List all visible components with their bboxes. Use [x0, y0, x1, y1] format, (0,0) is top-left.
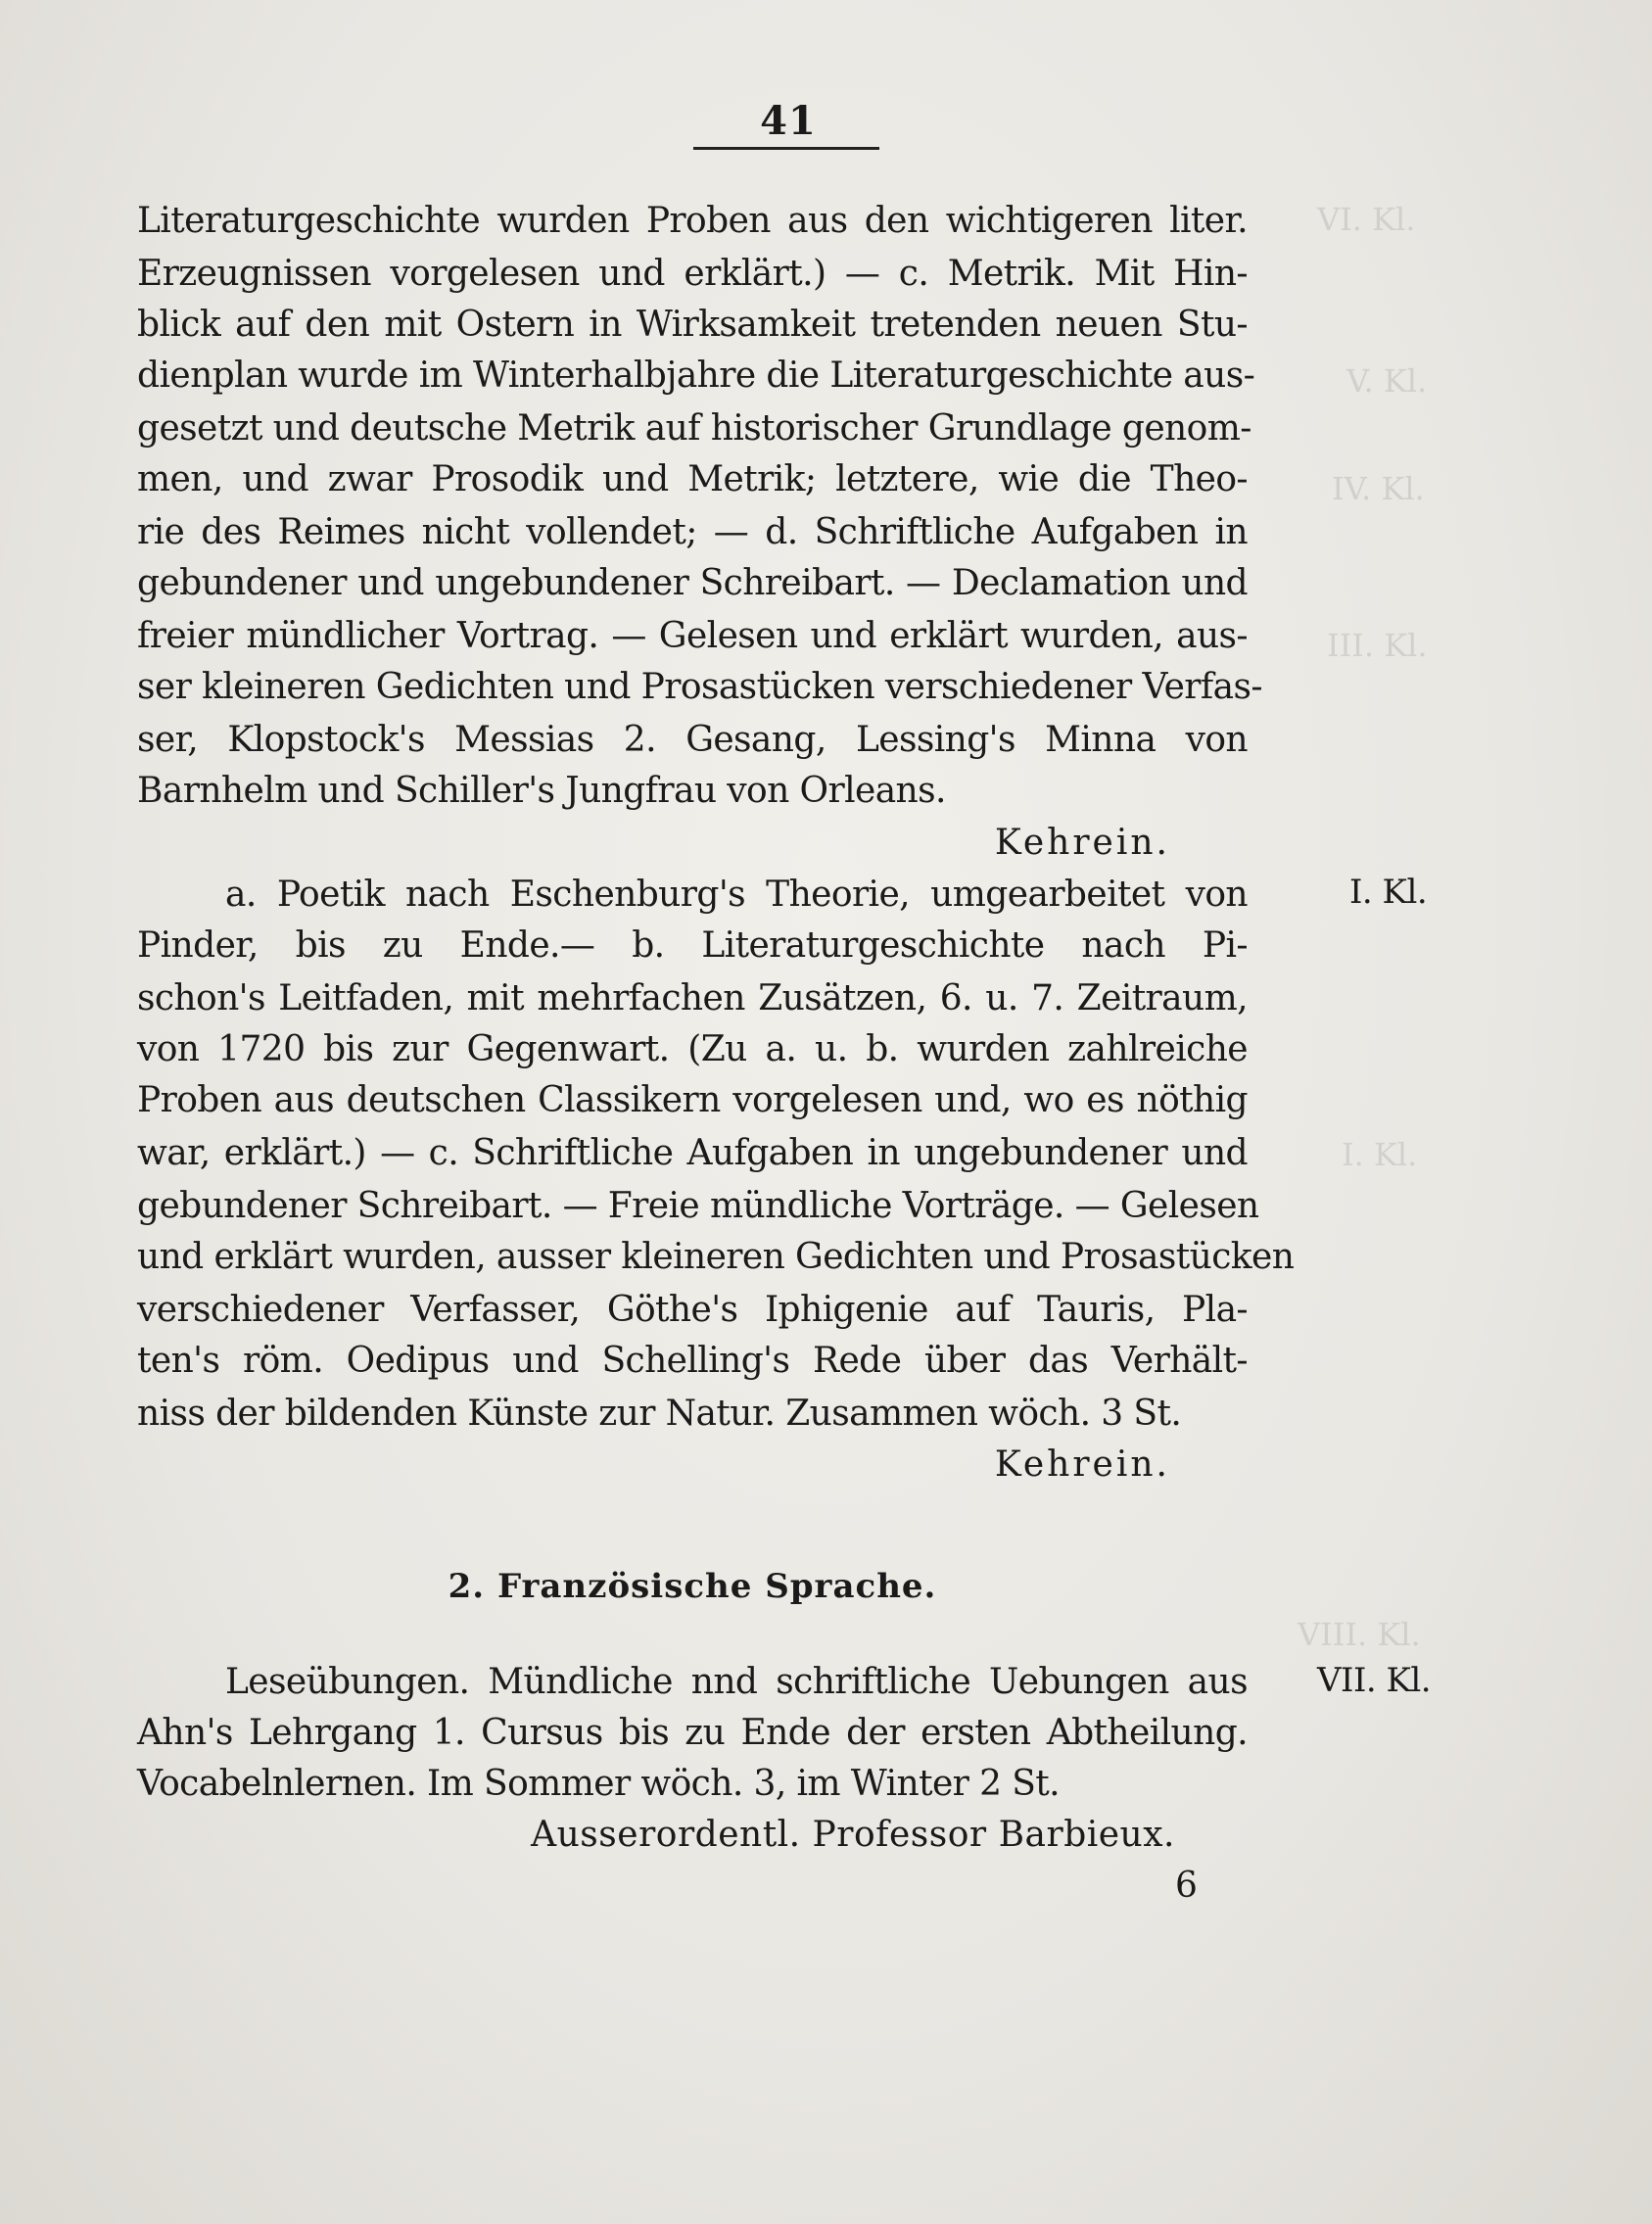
text-line: Ahn's Lehrgang 1. Cursus bis zu Ende der ersten Abtheilung. [137, 1713, 1248, 1753]
bleed-through-text: III. Kl. [1327, 627, 1428, 664]
author-signature: Kehrein. [994, 1444, 1170, 1485]
text-line: von 1720 bis zur Gegenwart. (Zu a. u. b. wurden zahlreiche [137, 1029, 1248, 1069]
text-line: Barnhelm und Schiller's Jungfrau von Orleans. [137, 771, 946, 811]
text-line: und erklärt wurden, ausser kleineren Gedichten und Prosastücken [137, 1237, 1295, 1277]
bleed-through-text: VIII. Kl. [1298, 1616, 1421, 1653]
text-line: dienplan wurde im Winterhalbjahre die Literaturgeschichte aus- [137, 355, 1255, 396]
text-line: Proben aus deutschen Classikern vorgelesen und, wo es nöthig [137, 1080, 1248, 1120]
page-number-rule [693, 147, 879, 150]
page-number: 41 [760, 98, 817, 144]
text-line: war, erklärt.) — c. Schriftliche Aufgaben in ungebundener und [137, 1133, 1248, 1173]
class-label: VII. Kl. [1317, 1661, 1432, 1700]
text-line: blick auf den mit Ostern in Wirksamkeit tretenden neuen Stu- [137, 305, 1248, 345]
text-line: Literaturgeschichte wurden Proben aus den wichtigeren liter. [137, 201, 1248, 241]
bleed-through-text: VI. Kl. [1317, 201, 1416, 238]
text-line: freier mündlicher Vortrag. — Gelesen und erklärt wurden, aus- [137, 616, 1248, 656]
text-line: Pinder, bis zu Ende.— b. Literaturgeschichte nach Pi- [137, 925, 1248, 966]
bleed-through-text: I. Kl. [1342, 1136, 1418, 1173]
text-line: ser kleineren Gedichten und Prosastücken verschiedener Verfas- [137, 667, 1262, 707]
text-line: rie des Reimes nicht vollendet; — d. Schriftliche Aufgaben in [137, 512, 1248, 552]
text-line: men, und zwar Prosodik und Metrik; letztere, wie die Theo- [137, 459, 1248, 499]
author-signature: Kehrein. [994, 823, 1170, 863]
text-line: gebundener Schreibart. — Freie mündliche Vorträge. — Gelesen [137, 1186, 1259, 1226]
bleed-through-text: V. Kl. [1346, 362, 1428, 400]
text-line: ser, Klopstock's Messias 2. Gesang, Lessing's Minna von [137, 720, 1248, 760]
text-line: niss der bildenden Künste zur Natur. Zusammen wöch. 3 St. [137, 1394, 1182, 1434]
text-line: verschiedener Verfasser, Göthe's Iphigenie auf Tauris, Pla- [137, 1290, 1248, 1330]
author-signature: Ausserordentl. Professor Barbieux. [531, 1815, 1175, 1855]
bleed-through-text: IV. Kl. [1332, 470, 1425, 507]
text-line: gebundener und ungebundener Schreibart. — Declamation und [137, 563, 1248, 603]
class-label: I. Kl. [1349, 873, 1428, 912]
text-line: schon's Leitfaden, mit mehrfachen Zusätzen, 6. u. 7. Zeitraum, [137, 978, 1248, 1018]
text-line: gesetzt und deutsche Metrik auf historischer Grundlage genom- [137, 408, 1251, 449]
text-line: Leseübungen. Mündliche nnd schriftliche Uebungen aus [225, 1662, 1248, 1702]
text-line: Erzeugnissen vorgelesen und erklärt.) — c. Metrik. Mit Hin- [137, 254, 1248, 294]
sheet-signature-number: 6 [1175, 1866, 1198, 1906]
text-line: Vocabelnlernen. Im Sommer wöch. 3, im Winter 2 St. [137, 1764, 1061, 1804]
section-heading: 2. Französische Sprache. [448, 1567, 937, 1606]
text-line: ten's röm. Oedipus und Schelling's Rede über das Verhält- [137, 1341, 1248, 1381]
text-line: a. Poetik nach Eschenburg's Theorie, umgearbeitet von [225, 875, 1248, 915]
